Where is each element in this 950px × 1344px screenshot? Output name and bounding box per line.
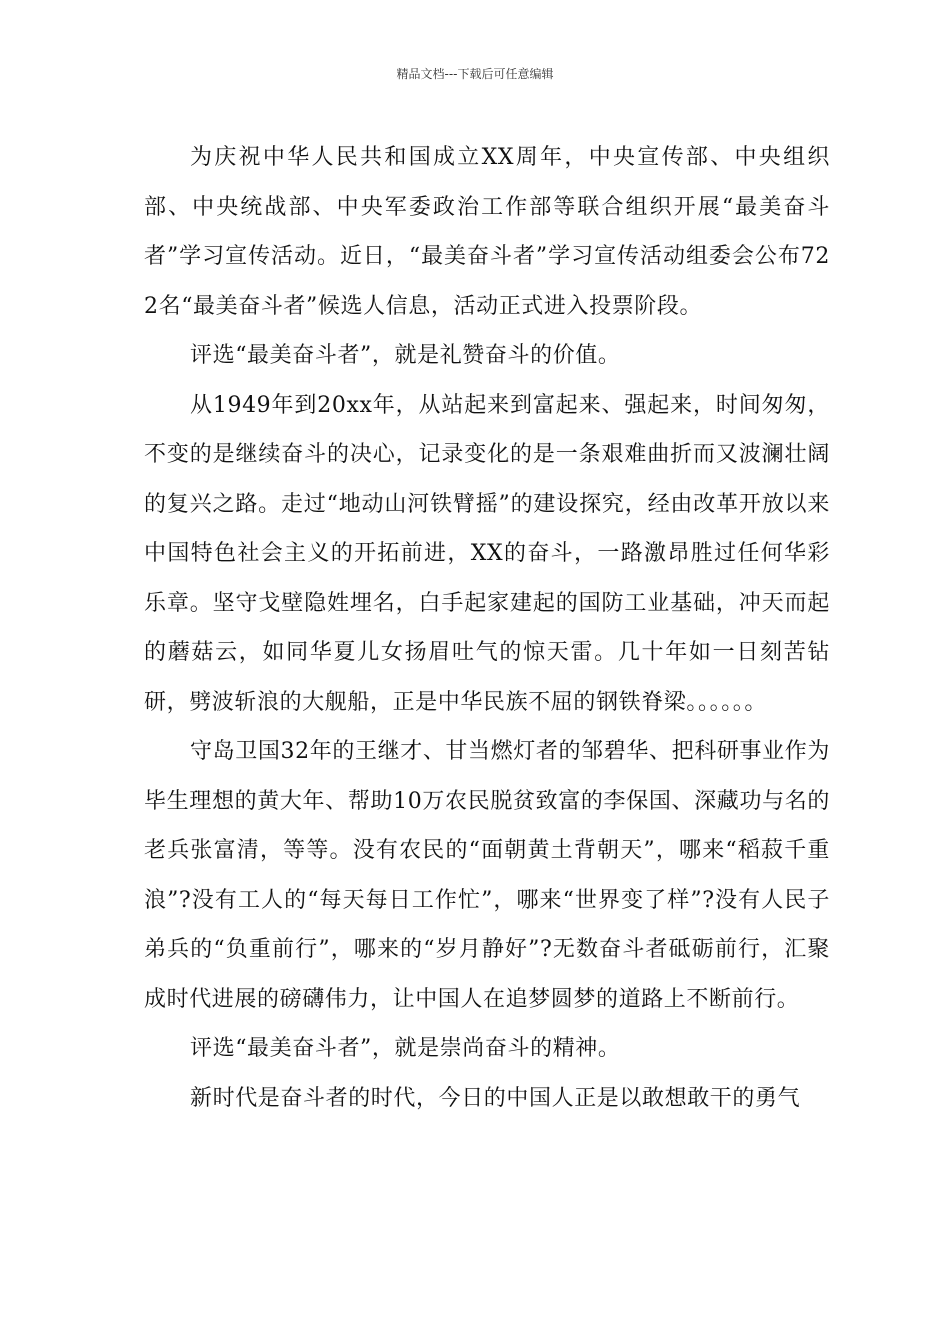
document-body — [144, 133, 830, 1123]
paragraph-new-era: 新时代是奋斗者的时代，今日的中国人正是以敢想敢干的勇气 — [190, 1085, 801, 1111]
paragraph-spirit-heading: 评选“最美奋斗者”，就是崇尚奋斗的精神。 — [190, 1036, 621, 1061]
paragraph-value-heading: 评选“最美奋斗者”，就是礼赞奋斗的价值。 — [190, 343, 621, 368]
paragraph-intro: 为庆祝中华人民共和国成立XX周年，中央宣传部、中央组织部、中央统战部、中央军委政治工作部等联合组织开展“最美奋斗者”学习宣传活动。近日，“最美奋斗者”学习宣传活动组委会公布722名“最美奋斗者”候选人信息，活动正式进入投票阶段。 — [144, 145, 830, 319]
paragraph-history: 从1949年到20xx年，从站起来到富起来、强起来，时间匆匆，不变的是继续奋斗的决心，记录变化的是一条艰难曲折而又波澜壮阔的复兴之路。走过“地动山河铁臂摇”的建设探究，经由改革开放以来中国特色社会主义的开拓前进，XX的奋斗，一路激昂胜过任何华彩乐章。坚守戈壁隐姓埋名，白手起家建起的国防工业基础，冲天而起的蘑菇云，如同华夏儿女扬眉吐气的惊天雷。几十年如一日刻苦钻研，劈波斩浪的大舰船，正是中华民族不屈的钢铁脊梁。。。。。。 — [144, 392, 830, 715]
paragraph-examples: 守岛卫国32年的王继才、甘当燃灯者的邹碧华、把科研事业作为毕生理想的黄大年、帮助10万农民脱贫致富的李保国、深藏功与名的老兵张富清，等等。没有农民的“面朝黄土背朝天”，哪来“稻菽千重浪”?没有工人的“每天每日工作忙”，哪来“世界变了样”?没有人民子弟兵的“负重前行”，哪来的“岁月静好”?无数奋斗者砥砺前行，汇聚成时代进展的磅礴伟力，让中国人在追梦圆梦的道路上不断前行。 — [144, 739, 830, 1012]
page-header: 精品文档---下载后可任意编辑 — [396, 67, 554, 81]
